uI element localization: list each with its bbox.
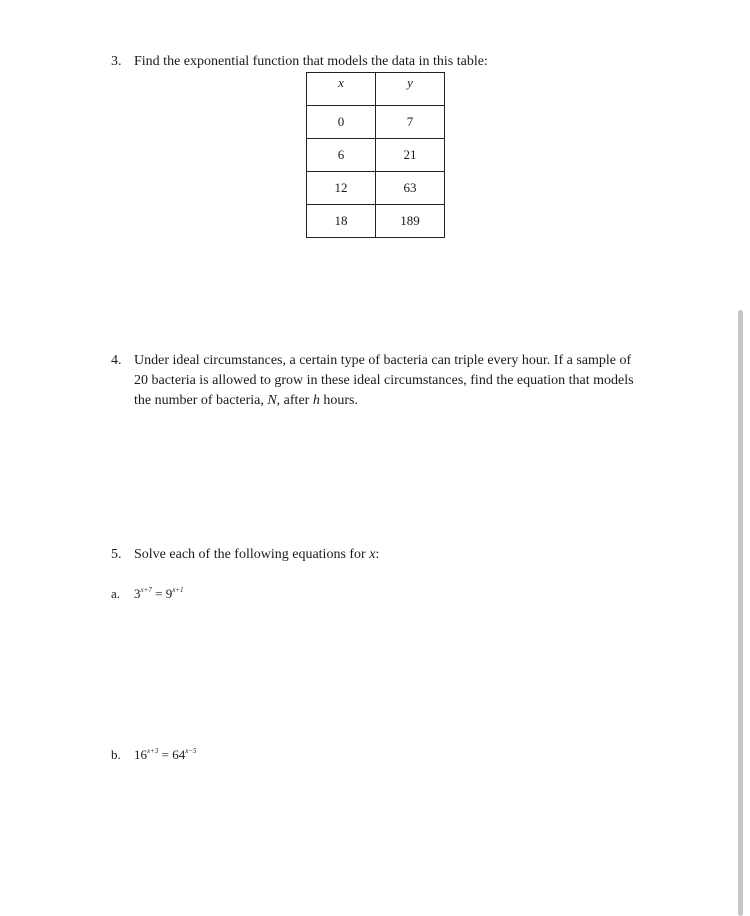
question-4-number: 4. bbox=[111, 353, 122, 368]
equation-b-base-2: 64 bbox=[172, 747, 186, 762]
question-5-text bbox=[134, 545, 379, 565]
table-cell: 0 bbox=[307, 106, 376, 139]
table-row bbox=[307, 172, 445, 205]
equation-b bbox=[111, 745, 311, 765]
equation-a-expression bbox=[134, 584, 184, 604]
question-3-number: 3. bbox=[111, 54, 122, 69]
table-cell: 7 bbox=[376, 106, 445, 139]
table-cell: 189 bbox=[376, 205, 445, 238]
question-4-line-3 bbox=[134, 391, 358, 411]
question-4-line-3c: hours. bbox=[323, 393, 358, 408]
variable-N: N bbox=[267, 393, 277, 408]
question-5 bbox=[111, 545, 671, 565]
table-cell: 63 bbox=[376, 172, 445, 205]
table-header-row bbox=[307, 73, 445, 106]
question-4-line-1: Under ideal circumstances, a certain type of bacteria can triple every hour. If a sample of bbox=[134, 353, 632, 368]
equation-b-exponent-2: x−5 bbox=[185, 747, 197, 755]
table-header-y: y bbox=[376, 73, 445, 106]
question-3 bbox=[111, 52, 671, 72]
question-3-text: Find the exponential function that models the data in this table: bbox=[134, 54, 488, 69]
question-4-line-3b: , after bbox=[276, 393, 310, 408]
table-cell: 18 bbox=[307, 205, 376, 238]
table-header-x: x bbox=[307, 73, 376, 106]
variable-h: h bbox=[312, 393, 320, 408]
equation-b-equals: = bbox=[161, 747, 169, 762]
table-row bbox=[307, 139, 445, 172]
table-cell: 6 bbox=[307, 139, 376, 172]
equation-b-base-1: 16 bbox=[134, 747, 147, 762]
question-4-line-3a: the number of bacteria, bbox=[134, 393, 264, 408]
equation-a-equals: = bbox=[155, 586, 163, 601]
equation-a bbox=[111, 584, 311, 604]
equation-a-label: a. bbox=[111, 586, 121, 601]
data-table bbox=[306, 72, 445, 238]
table-cell: 21 bbox=[376, 139, 445, 172]
equation-a-exponent-2: x+1 bbox=[172, 586, 184, 594]
question-5-number: 5. bbox=[111, 547, 122, 562]
variable-x: x bbox=[369, 547, 376, 562]
equation-b-label: b. bbox=[111, 747, 121, 762]
question-5-prompt: Solve each of the following equations for bbox=[134, 547, 366, 562]
equation-a-base-1: 3 bbox=[134, 586, 141, 601]
question-4-line-2: 20 bacteria is allowed to grow in these ideal circumstances, find the equation that models bbox=[134, 373, 634, 388]
table-cell: 12 bbox=[307, 172, 376, 205]
question-4 bbox=[111, 351, 671, 413]
vertical-scrollbar[interactable] bbox=[738, 310, 743, 916]
equation-a-exponent-1: x+7 bbox=[140, 586, 152, 594]
equation-b-exponent-1: x+3 bbox=[147, 747, 159, 755]
equation-a-base-2: 9 bbox=[165, 586, 173, 601]
table-row bbox=[307, 205, 445, 238]
table-row bbox=[307, 106, 445, 139]
equation-b-expression bbox=[134, 745, 197, 765]
question-5-colon: : bbox=[375, 547, 380, 562]
